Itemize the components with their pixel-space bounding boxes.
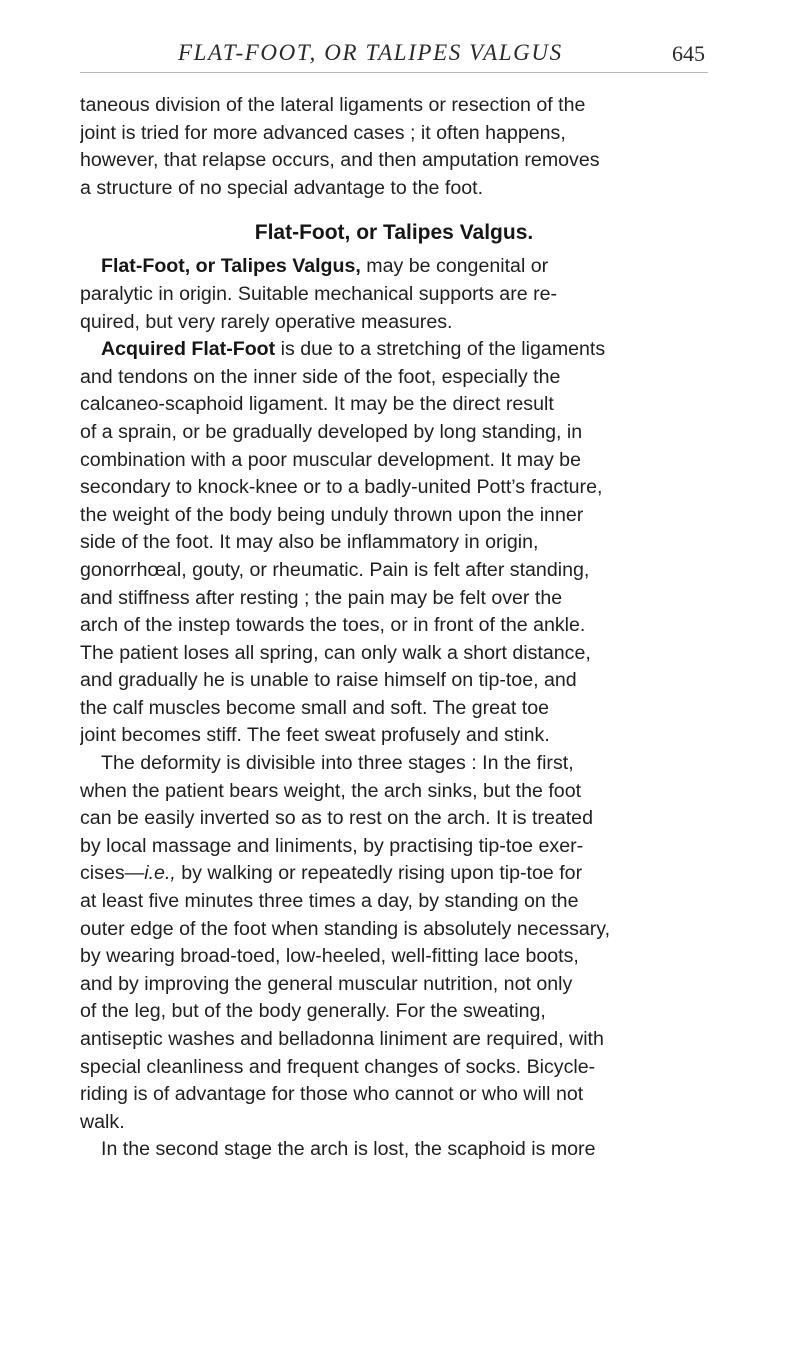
text-line: secondary to knock-knee or to a badly-united Pott’s fracture, — [80, 476, 603, 499]
italic-abbreviation: i.e., — [144, 862, 176, 885]
text-line: and by improving the general muscular nutrition, not only — [80, 972, 573, 995]
text-run: by walking or repeatedly rising upon tip-toe for — [175, 862, 583, 885]
body-text — [80, 92, 720, 1164]
text-line: The patient loses all spring, can only walk a short distance, — [80, 641, 591, 664]
text-line: antiseptic washes and belladonna liniment are required, with — [80, 1028, 604, 1050]
text-line: however, that relapse occurs, and then amputation removes — [80, 149, 600, 172]
running-head-title: FLAT-FOOT, OR TALIPES VALGUS — [178, 40, 563, 65]
text-line: outer edge of the foot when standing is absolutely necessary, — [80, 917, 611, 940]
text-line: of the leg, but of the body generally. For the sweating, — [80, 1000, 546, 1023]
text-line: can be easily inverted so as to rest on the arch. It is treated — [80, 807, 593, 830]
text-line: at least five minutes three times a day, by standing on the — [80, 890, 579, 913]
text-run: cises— — [80, 862, 145, 885]
running-head — [80, 0, 720, 82]
text-line: quired, but very rarely operative measures. — [80, 310, 453, 333]
text-line: walk. — [80, 1110, 125, 1133]
text-line: calcaneo-scaphoid ligament. It may be the direct result — [80, 393, 554, 416]
paragraph-first-line — [80, 336, 720, 364]
text-line: side of the foot. It may also be inflammatory in origin, — [80, 531, 539, 554]
text-line: arch of the instep towards the toes, or in front of the ankle. — [80, 614, 586, 637]
text-run: may be congenital or — [360, 255, 549, 278]
text-line: and tendons on the inner side of the foot, especially the — [80, 365, 561, 388]
run-in-heading: Acquired Flat-Foot — [101, 338, 276, 361]
paragraph-first-line: The deformity is divisible into three stages : In the first, — [101, 752, 574, 775]
text-line: paralytic in origin. Suitable mechanical supports are re- — [80, 282, 558, 305]
paragraph-first-line: In the second stage the arch is lost, the scaphoid is more — [101, 1138, 596, 1161]
run-in-heading: Flat-Foot, or Talipes Valgus, — [101, 255, 361, 278]
text-line: joint becomes stiff. The feet sweat profusely and stink. — [80, 724, 550, 747]
text-line: taneous division of the lateral ligaments or resection of the — [80, 94, 586, 116]
text-line: combination with a poor muscular development. It may be — [80, 448, 581, 471]
page-number: 645 — [672, 41, 705, 66]
text-line: by wearing broad-toed, low-heeled, well-fitting lace boots, — [80, 945, 579, 968]
text-line: the weight of the body being unduly thrown upon the inner — [80, 503, 584, 526]
text-run: is due to a stretching of the ligaments — [275, 338, 606, 361]
text-line: joint is tried for more advanced cases ; it often happens, — [80, 121, 566, 144]
text-line: by local massage and liniments, by practising tip-toe exer- — [80, 834, 584, 857]
text-line: when the patient bears weight, the arch sinks, but the foot — [80, 779, 582, 802]
text-line: and gradually he is unable to raise himself on tip-toe, and — [80, 669, 577, 692]
text-line: gonorrhœal, gouty, or rheumatic. Pain is felt after standing, — [80, 558, 590, 581]
header-rule — [80, 72, 708, 73]
text-line: special cleanliness and frequent changes of socks. Bicycle- — [80, 1055, 596, 1078]
text-line: riding is of advantage for those who cannot or who will not — [80, 1083, 584, 1106]
text-line: a structure of no special advantage to the foot. — [80, 176, 484, 199]
text-line — [80, 860, 720, 888]
text-line: the calf muscles become small and soft. The great toe — [80, 696, 550, 719]
text-line: and stiffness after resting ; the pain may be felt over the — [80, 586, 563, 609]
section-heading: Flat-Foot, or Talipes Valgus. — [254, 221, 534, 245]
book-page — [80, 0, 720, 1164]
paragraph-first-line — [80, 253, 720, 281]
text-line: of a sprain, or be gradually developed by long standing, in — [80, 420, 583, 443]
